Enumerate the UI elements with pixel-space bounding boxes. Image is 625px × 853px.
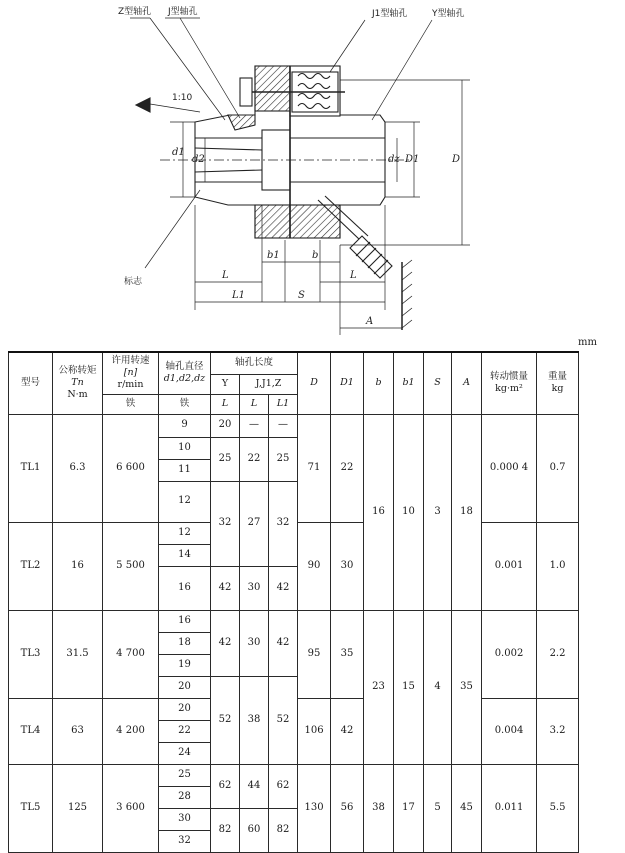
cell-torque: 16 xyxy=(53,522,103,610)
cell-D: 130 xyxy=(298,764,331,852)
cell-D: 71 xyxy=(298,414,331,522)
cell-weight: 5.5 xyxy=(537,764,579,852)
cell-D1: 56 xyxy=(331,764,364,852)
cell-diameter: 25 xyxy=(159,764,211,786)
th-bore-dia-symbol: d1,d2,dz xyxy=(163,373,206,385)
cell-length-l1: 25 xyxy=(269,437,298,481)
cell-model: TL4 xyxy=(9,698,53,764)
cell-length-j: 60 xyxy=(240,808,269,852)
cell-diameter: 20 xyxy=(159,676,211,698)
label-S: S xyxy=(298,290,305,301)
label-L-right: L xyxy=(350,270,357,281)
th-speed-material: 铁 xyxy=(103,394,159,414)
cell-b1: 10 xyxy=(394,414,424,610)
cell-torque: 6.3 xyxy=(53,414,103,522)
coupling-drawing xyxy=(0,0,625,345)
cell-D1: 42 xyxy=(331,698,364,764)
cell-weight: 2.2 xyxy=(537,610,579,698)
th-speed-symbol: [n] xyxy=(123,367,138,379)
cell-diameter: 19 xyxy=(159,654,211,676)
label-L1: L1 xyxy=(232,290,246,301)
th-weight-name: 重量 xyxy=(548,371,568,383)
cell-length-j: 22 xyxy=(240,437,269,481)
th-torque-symbol: Tn xyxy=(71,377,84,389)
th-weight xyxy=(537,352,579,414)
cell-length-y: 82 xyxy=(211,808,240,852)
cell-A: 35 xyxy=(452,610,482,764)
cell-speed: 4 200 xyxy=(103,698,159,764)
th-bore-len: 轴孔长度 xyxy=(211,352,298,374)
th-D: D xyxy=(298,352,331,414)
cell-inertia: 0.011 xyxy=(482,764,537,852)
th-model: 型号 xyxy=(9,352,53,414)
label-D1: D1 xyxy=(405,154,420,165)
cell-model: TL2 xyxy=(9,522,53,610)
th-D1: D1 xyxy=(331,352,364,414)
cell-length-y: 25 xyxy=(211,437,240,481)
label-A: A xyxy=(366,316,374,327)
cell-S: 4 xyxy=(424,610,452,764)
cell-b1: 15 xyxy=(394,610,424,764)
label-taper: 1:10 xyxy=(172,93,193,103)
label-L-left: L xyxy=(222,270,229,281)
cell-speed: 5 500 xyxy=(103,522,159,610)
th-weight-unit: kg xyxy=(551,383,564,395)
cell-b1: 17 xyxy=(394,764,424,852)
label-z-bore: Z型轴孔 xyxy=(118,7,152,17)
left-flange-top xyxy=(255,66,290,111)
cell-torque: 125 xyxy=(53,764,103,852)
cell-length-l1: 62 xyxy=(269,764,298,808)
label-d2: d2 xyxy=(192,154,205,165)
th-inertia-name: 转动惯量 xyxy=(490,371,529,383)
label-b: b xyxy=(312,250,319,261)
cell-diameter: 11 xyxy=(159,459,211,481)
cell-length-y: 52 xyxy=(211,676,240,764)
cell-D: 106 xyxy=(298,698,331,764)
cell-model: TL3 xyxy=(9,610,53,698)
cell-diameter: 30 xyxy=(159,808,211,830)
cell-length-y: 32 xyxy=(211,481,240,566)
cell-speed: 3 600 xyxy=(103,764,159,852)
cell-length-j: 27 xyxy=(240,481,269,566)
cell-weight: 3.2 xyxy=(537,698,579,764)
cell-length-y: 62 xyxy=(211,764,240,808)
cell-length-y: 42 xyxy=(211,610,240,676)
cell-diameter: 18 xyxy=(159,632,211,654)
cell-length-l1: 32 xyxy=(269,481,298,566)
label-mark: 标志 xyxy=(124,277,143,287)
cell-length-l1: 42 xyxy=(269,610,298,676)
cell-model: TL1 xyxy=(9,414,53,522)
cell-torque: 63 xyxy=(53,698,103,764)
cell-length-l1: 52 xyxy=(269,676,298,764)
cell-speed: 4 700 xyxy=(103,610,159,698)
cell-weight: 1.0 xyxy=(537,522,579,610)
th-speed xyxy=(103,352,159,394)
cell-diameter: 32 xyxy=(159,830,211,852)
th-bore-dia xyxy=(159,352,211,394)
cell-b: 23 xyxy=(364,610,394,764)
cell-diameter: 24 xyxy=(159,742,211,764)
th-S: S xyxy=(424,352,452,414)
cell-speed: 6 600 xyxy=(103,414,159,522)
label-d1: d1 xyxy=(172,147,185,158)
cell-weight: 0.7 xyxy=(537,414,579,522)
cell-diameter: 22 xyxy=(159,720,211,742)
cell-S: 5 xyxy=(424,764,452,852)
th-j-L: L xyxy=(240,394,269,414)
cell-A: 18 xyxy=(452,414,482,610)
th-speed-unit: r/min xyxy=(117,379,144,391)
cell-D1: 22 xyxy=(331,414,364,522)
label-j1-bore: J1型轴孔 xyxy=(372,9,408,19)
cell-D: 90 xyxy=(298,522,331,610)
cell-diameter: 14 xyxy=(159,544,211,566)
cell-length-j: 44 xyxy=(240,764,269,808)
cell-length-l1: 42 xyxy=(269,566,298,610)
cell-D: 95 xyxy=(298,610,331,698)
label-D: D xyxy=(452,154,461,165)
cell-diameter: 12 xyxy=(159,481,211,522)
th-y-L: L xyxy=(211,394,240,414)
th-inertia xyxy=(482,352,537,414)
cell-inertia: 0.002 xyxy=(482,610,537,698)
label-y-bore: Y型轴孔 xyxy=(432,9,465,19)
th-torque-unit: N·m xyxy=(67,389,88,401)
cell-inertia: 0.001 xyxy=(482,522,537,610)
th-j-L1: L1 xyxy=(269,394,298,414)
cell-length-l1: — xyxy=(269,414,298,437)
cell-S: 3 xyxy=(424,414,452,610)
label-j-bore: J型轴孔 xyxy=(168,7,198,17)
cell-diameter: 16 xyxy=(159,566,211,610)
spec-table xyxy=(8,351,579,853)
cell-length-j: — xyxy=(240,414,269,437)
table-row xyxy=(9,610,579,632)
th-j: J,J1,Z xyxy=(240,374,298,394)
cell-length-y: 42 xyxy=(211,566,240,610)
cell-torque: 31.5 xyxy=(53,610,103,698)
th-b1: b1 xyxy=(394,352,424,414)
th-b: b xyxy=(364,352,394,414)
cell-diameter: 20 xyxy=(159,698,211,720)
th-torque xyxy=(53,352,103,414)
th-torque-name: 公称转矩 xyxy=(58,365,97,377)
th-speed-name: 许用转速 xyxy=(111,355,150,367)
th-A: A xyxy=(452,352,482,414)
cell-inertia: 0.004 xyxy=(482,698,537,764)
th-y: Y xyxy=(211,374,240,394)
cell-length-j: 30 xyxy=(240,566,269,610)
label-b1: b1 xyxy=(267,250,280,261)
unit-note: mm xyxy=(578,337,597,348)
cell-A: 45 xyxy=(452,764,482,852)
cell-D1: 35 xyxy=(331,610,364,698)
cell-model: TL5 xyxy=(9,764,53,852)
cell-diameter: 28 xyxy=(159,786,211,808)
cell-D1: 30 xyxy=(331,522,364,610)
cell-diameter: 12 xyxy=(159,522,211,544)
cell-length-j: 38 xyxy=(240,676,269,764)
th-bore-dia-name: 轴孔直径 xyxy=(165,361,204,373)
cell-length-l1: 82 xyxy=(269,808,298,852)
cell-diameter: 10 xyxy=(159,437,211,459)
cell-diameter: 9 xyxy=(159,414,211,437)
table-row xyxy=(9,414,579,437)
cell-inertia: 0.000 4 xyxy=(482,414,537,522)
cell-b: 16 xyxy=(364,414,394,610)
th-inertia-unit: kg·m² xyxy=(495,383,523,395)
table-row xyxy=(9,764,579,786)
cell-diameter: 16 xyxy=(159,610,211,632)
cell-b: 38 xyxy=(364,764,394,852)
cell-length-j: 30 xyxy=(240,610,269,676)
label-dz: dz xyxy=(388,154,400,165)
header-row-1 xyxy=(9,352,579,374)
cell-length-y: 20 xyxy=(211,414,240,437)
left-flange-bottom xyxy=(255,205,290,238)
th-bore-material: 铁 xyxy=(159,394,211,414)
